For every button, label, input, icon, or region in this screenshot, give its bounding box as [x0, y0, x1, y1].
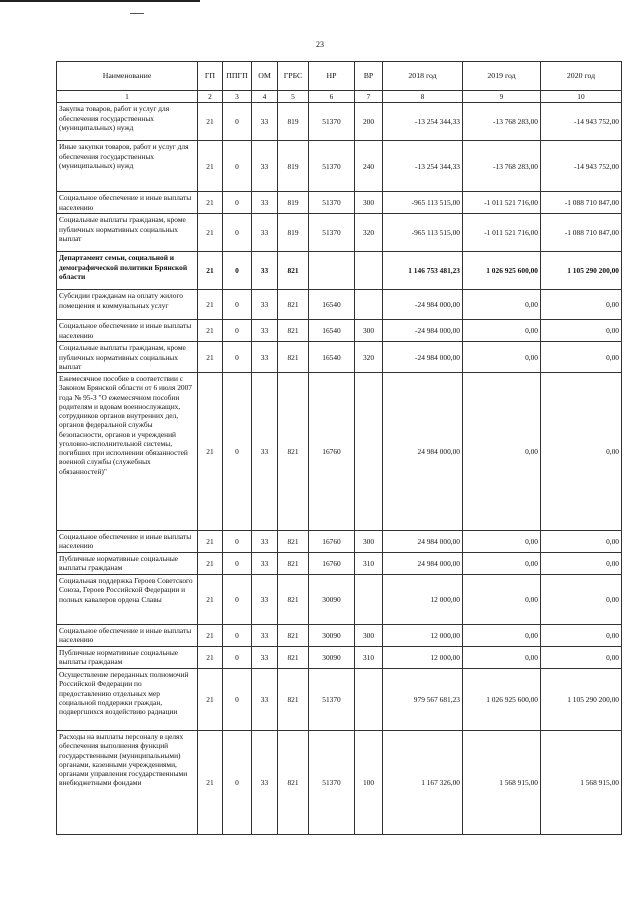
- cell-om: 33: [252, 625, 278, 647]
- cell-name: Социальные выплаты гражданам, кроме публичных нормативных социальных выплат: [57, 214, 198, 252]
- cell-ppgp: 0: [223, 373, 252, 531]
- cell-vr: 300: [355, 320, 383, 342]
- cell-vr: 300: [355, 625, 383, 647]
- cell-vr: 310: [355, 647, 383, 669]
- cell-2018: 1 167 326,00: [383, 731, 463, 835]
- cell-vr: [355, 669, 383, 731]
- cell-gp: 21: [198, 669, 223, 731]
- cell-om: 33: [252, 214, 278, 252]
- cell-ppgp: 0: [223, 647, 252, 669]
- table-row: [57, 625, 622, 647]
- cell-ppgp: 0: [223, 252, 252, 290]
- column-number: 3: [223, 91, 252, 103]
- cell-2019: -13 768 283,00: [463, 103, 541, 141]
- cell-2018: -24 984 000,00: [383, 290, 463, 320]
- cell-grbs: 821: [278, 647, 309, 669]
- cell-grbs: 821: [278, 373, 309, 531]
- cell-2018: 24 984 000,00: [383, 553, 463, 575]
- cell-2019: 0,00: [463, 342, 541, 373]
- header-om: ОМ: [252, 62, 278, 91]
- cell-2018: -13 254 344,33: [383, 103, 463, 141]
- cell-gp: 21: [198, 373, 223, 531]
- cell-2019: -1 011 521 716,00: [463, 214, 541, 252]
- cell-vr: 100: [355, 731, 383, 835]
- cell-2019: 0,00: [463, 553, 541, 575]
- cell-ppgp: 0: [223, 553, 252, 575]
- header-name: Наименование: [57, 62, 198, 91]
- cell-2018: 24 984 000,00: [383, 373, 463, 531]
- cell-2019: 0,00: [463, 531, 541, 553]
- header-vr: ВР: [355, 62, 383, 91]
- cell-om: 33: [252, 553, 278, 575]
- cell-2019: -1 011 521 716,00: [463, 192, 541, 214]
- cell-nr: 30090: [309, 647, 355, 669]
- cell-nr: 30090: [309, 625, 355, 647]
- cell-ppgp: 0: [223, 342, 252, 373]
- header-2020: 2020 год: [541, 62, 622, 91]
- cell-2020: -1 088 710 847,00: [541, 214, 622, 252]
- cell-2018: 12 000,00: [383, 647, 463, 669]
- cell-ppgp: 0: [223, 103, 252, 141]
- cell-vr: [355, 575, 383, 625]
- cell-gp: 21: [198, 625, 223, 647]
- cell-om: 33: [252, 373, 278, 531]
- header-nr: НР: [309, 62, 355, 91]
- cell-2019: 1 568 915,00: [463, 731, 541, 835]
- cell-nr: 16760: [309, 553, 355, 575]
- cell-2019: 0,00: [463, 373, 541, 531]
- cell-name: Публичные нормативные социальные выплаты гражданам: [57, 647, 198, 669]
- cell-om: 33: [252, 342, 278, 373]
- cell-gp: 21: [198, 192, 223, 214]
- cell-name: Публичные нормативные социальные выплаты гражданам: [57, 553, 198, 575]
- cell-2019: 0,00: [463, 320, 541, 342]
- column-number-row: [57, 91, 622, 103]
- table-row: [57, 669, 622, 731]
- cell-vr: 320: [355, 342, 383, 373]
- cell-nr: 51370: [309, 669, 355, 731]
- column-number: 10: [541, 91, 622, 103]
- cell-2020: 0,00: [541, 342, 622, 373]
- cell-om: 33: [252, 252, 278, 290]
- cell-grbs: 819: [278, 214, 309, 252]
- cell-grbs: 819: [278, 103, 309, 141]
- cell-2020: 0,00: [541, 531, 622, 553]
- cell-nr: 51370: [309, 731, 355, 835]
- cell-grbs: 821: [278, 342, 309, 373]
- cell-2020: 0,00: [541, 373, 622, 531]
- cell-ppgp: 0: [223, 669, 252, 731]
- cell-2020: 0,00: [541, 290, 622, 320]
- cell-gp: 21: [198, 647, 223, 669]
- cell-gp: 21: [198, 342, 223, 373]
- cell-name: Иные закупки товаров, работ и услуг для обеспечения государственных (муниципальных) нужд: [57, 141, 198, 192]
- table-row: [57, 214, 622, 252]
- cell-ppgp: 0: [223, 214, 252, 252]
- cell-2020: 1 105 290 200,00: [541, 669, 622, 731]
- cell-nr: 51370: [309, 103, 355, 141]
- cell-om: 33: [252, 320, 278, 342]
- cell-2020: -14 943 752,00: [541, 141, 622, 192]
- cell-vr: 300: [355, 531, 383, 553]
- cell-2020: 0,00: [541, 625, 622, 647]
- top-mark: [130, 13, 144, 14]
- cell-vr: 320: [355, 214, 383, 252]
- cell-name: Субсидии гражданам на оплату жилого помещения и коммунальных услуг: [57, 290, 198, 320]
- cell-name: Социальное обеспечение и иные выплаты населению: [57, 625, 198, 647]
- cell-vr: [355, 252, 383, 290]
- column-number: 9: [463, 91, 541, 103]
- cell-2018: -965 113 515,00: [383, 192, 463, 214]
- cell-nr: 16540: [309, 320, 355, 342]
- cell-vr: [355, 290, 383, 320]
- cell-nr: 51370: [309, 141, 355, 192]
- cell-vr: [355, 373, 383, 531]
- cell-nr: 30090: [309, 575, 355, 625]
- cell-2019: 0,00: [463, 647, 541, 669]
- header-ppgp: ППГП: [223, 62, 252, 91]
- cell-ppgp: 0: [223, 625, 252, 647]
- cell-2020: 0,00: [541, 320, 622, 342]
- cell-om: 33: [252, 647, 278, 669]
- cell-grbs: 821: [278, 290, 309, 320]
- cell-name: Осуществление переданных полномочий Российской Федерации по предоставлению отдельных мер социальной поддержки граждан, подвергшихся воздействию радиации: [57, 669, 198, 731]
- cell-2020: 0,00: [541, 647, 622, 669]
- cell-nr: [309, 252, 355, 290]
- cell-ppgp: 0: [223, 531, 252, 553]
- cell-2018: -24 984 000,00: [383, 342, 463, 373]
- cell-name: Закупка товаров, работ и услуг для обеспечения государственных (муниципальных) нужд: [57, 103, 198, 141]
- cell-gp: 21: [198, 103, 223, 141]
- cell-ppgp: 0: [223, 192, 252, 214]
- cell-2018: -965 113 515,00: [383, 214, 463, 252]
- cell-name: Социальное обеспечение и иные выплаты населению: [57, 531, 198, 553]
- cell-om: 33: [252, 731, 278, 835]
- cell-2020: -1 088 710 847,00: [541, 192, 622, 214]
- column-number: 8: [383, 91, 463, 103]
- cell-grbs: 821: [278, 625, 309, 647]
- page-number: 23: [316, 40, 324, 49]
- column-number: 7: [355, 91, 383, 103]
- cell-gp: 21: [198, 575, 223, 625]
- column-number: 6: [309, 91, 355, 103]
- table-row: [57, 320, 622, 342]
- cell-ppgp: 0: [223, 141, 252, 192]
- cell-2020: 0,00: [541, 553, 622, 575]
- table-row: [57, 373, 622, 531]
- cell-2019: 1 026 925 600,00: [463, 252, 541, 290]
- cell-2018: 979 567 681,23: [383, 669, 463, 731]
- cell-grbs: 821: [278, 252, 309, 290]
- cell-nr: 16540: [309, 342, 355, 373]
- cell-2018: 12 000,00: [383, 575, 463, 625]
- cell-2018: -13 254 344,33: [383, 141, 463, 192]
- cell-grbs: 821: [278, 669, 309, 731]
- table-row: [57, 531, 622, 553]
- cell-ppgp: 0: [223, 575, 252, 625]
- cell-2018: 1 146 753 481,23: [383, 252, 463, 290]
- cell-grbs: 819: [278, 192, 309, 214]
- cell-grbs: 821: [278, 575, 309, 625]
- header-2019: 2019 год: [463, 62, 541, 91]
- cell-name: Социальные выплаты гражданам, кроме публичных нормативных социальных выплат: [57, 342, 198, 373]
- cell-2020: 0,00: [541, 575, 622, 625]
- cell-ppgp: 0: [223, 731, 252, 835]
- cell-gp: 21: [198, 252, 223, 290]
- cell-2020: -14 943 752,00: [541, 103, 622, 141]
- cell-om: 33: [252, 575, 278, 625]
- header-grbs: ГРБС: [278, 62, 309, 91]
- cell-vr: 310: [355, 553, 383, 575]
- cell-2019: 0,00: [463, 625, 541, 647]
- header-gp: ГП: [198, 62, 223, 91]
- table-row: [57, 141, 622, 192]
- cell-gp: 21: [198, 731, 223, 835]
- table-row: [57, 103, 622, 141]
- cell-nr: 51370: [309, 214, 355, 252]
- cell-2020: 1 105 290 200,00: [541, 252, 622, 290]
- cell-nr: 16760: [309, 373, 355, 531]
- cell-grbs: 821: [278, 553, 309, 575]
- table-row: [57, 731, 622, 835]
- cell-vr: 200: [355, 103, 383, 141]
- column-number: 5: [278, 91, 309, 103]
- table-row: [57, 647, 622, 669]
- cell-grbs: 821: [278, 320, 309, 342]
- cell-2018: 12 000,00: [383, 625, 463, 647]
- cell-om: 33: [252, 290, 278, 320]
- table-row: [57, 252, 622, 290]
- cell-name: Социальное обеспечение и иные выплаты населению: [57, 192, 198, 214]
- cell-gp: 21: [198, 320, 223, 342]
- cell-2019: 0,00: [463, 290, 541, 320]
- cell-name: Социальное обеспечение и иные выплаты населению: [57, 320, 198, 342]
- cell-om: 33: [252, 103, 278, 141]
- cell-gp: 21: [198, 214, 223, 252]
- cell-2019: -13 768 283,00: [463, 141, 541, 192]
- cell-2018: 24 984 000,00: [383, 531, 463, 553]
- cell-gp: 21: [198, 553, 223, 575]
- column-number: 2: [198, 91, 223, 103]
- cell-grbs: 821: [278, 531, 309, 553]
- cell-gp: 21: [198, 531, 223, 553]
- cell-grbs: 821: [278, 731, 309, 835]
- table-row: [57, 290, 622, 320]
- cell-grbs: 819: [278, 141, 309, 192]
- cell-name: Социальная поддержка Героев Советского Союза, Героев Российской Федерации и полных кавалеров ордена Славы: [57, 575, 198, 625]
- cell-2020: 1 568 915,00: [541, 731, 622, 835]
- cell-name: Департамент семьи, социальной и демографической политики Брянской области: [57, 252, 198, 290]
- cell-2018: -24 984 000,00: [383, 320, 463, 342]
- column-number: 4: [252, 91, 278, 103]
- cell-nr: 16540: [309, 290, 355, 320]
- cell-om: 33: [252, 141, 278, 192]
- cell-name: Расходы на выплаты персоналу в целях обеспечения выполнения функций государственными (муниципальными) органами, казенными учреждениями, органами управления государственными внебюджетными фондами: [57, 731, 198, 835]
- cell-ppgp: 0: [223, 290, 252, 320]
- column-number: 1: [57, 91, 198, 103]
- cell-nr: 16760: [309, 531, 355, 553]
- cell-om: 33: [252, 192, 278, 214]
- table-row: [57, 553, 622, 575]
- top-rule: [0, 0, 200, 2]
- cell-nr: 51370: [309, 192, 355, 214]
- cell-vr: 240: [355, 141, 383, 192]
- cell-gp: 21: [198, 141, 223, 192]
- header-2018: 2018 год: [383, 62, 463, 91]
- cell-2019: 1 026 925 600,00: [463, 669, 541, 731]
- budget-table: [56, 61, 622, 835]
- cell-vr: 300: [355, 192, 383, 214]
- cell-2019: 0,00: [463, 575, 541, 625]
- cell-om: 33: [252, 669, 278, 731]
- table-row: [57, 575, 622, 625]
- cell-name: Ежемесячное пособие в соответствии с Законом Брянской области от 6 июля 2007 года № 95-З "О ежемесячном пособии родителям и вдовам военнослужащих, сотрудников органов внутренних дел, органов федеральной службы безопасности, органов и учреждений уголовно-исполнительной системы, погибших при исполнении обязанностей военной службы (служебных обязанностей)": [57, 373, 198, 531]
- cell-ppgp: 0: [223, 320, 252, 342]
- table-row: [57, 342, 622, 373]
- table-body: [57, 103, 622, 835]
- header-row: [57, 62, 622, 91]
- cell-gp: 21: [198, 290, 223, 320]
- table-row: [57, 192, 622, 214]
- cell-om: 33: [252, 531, 278, 553]
